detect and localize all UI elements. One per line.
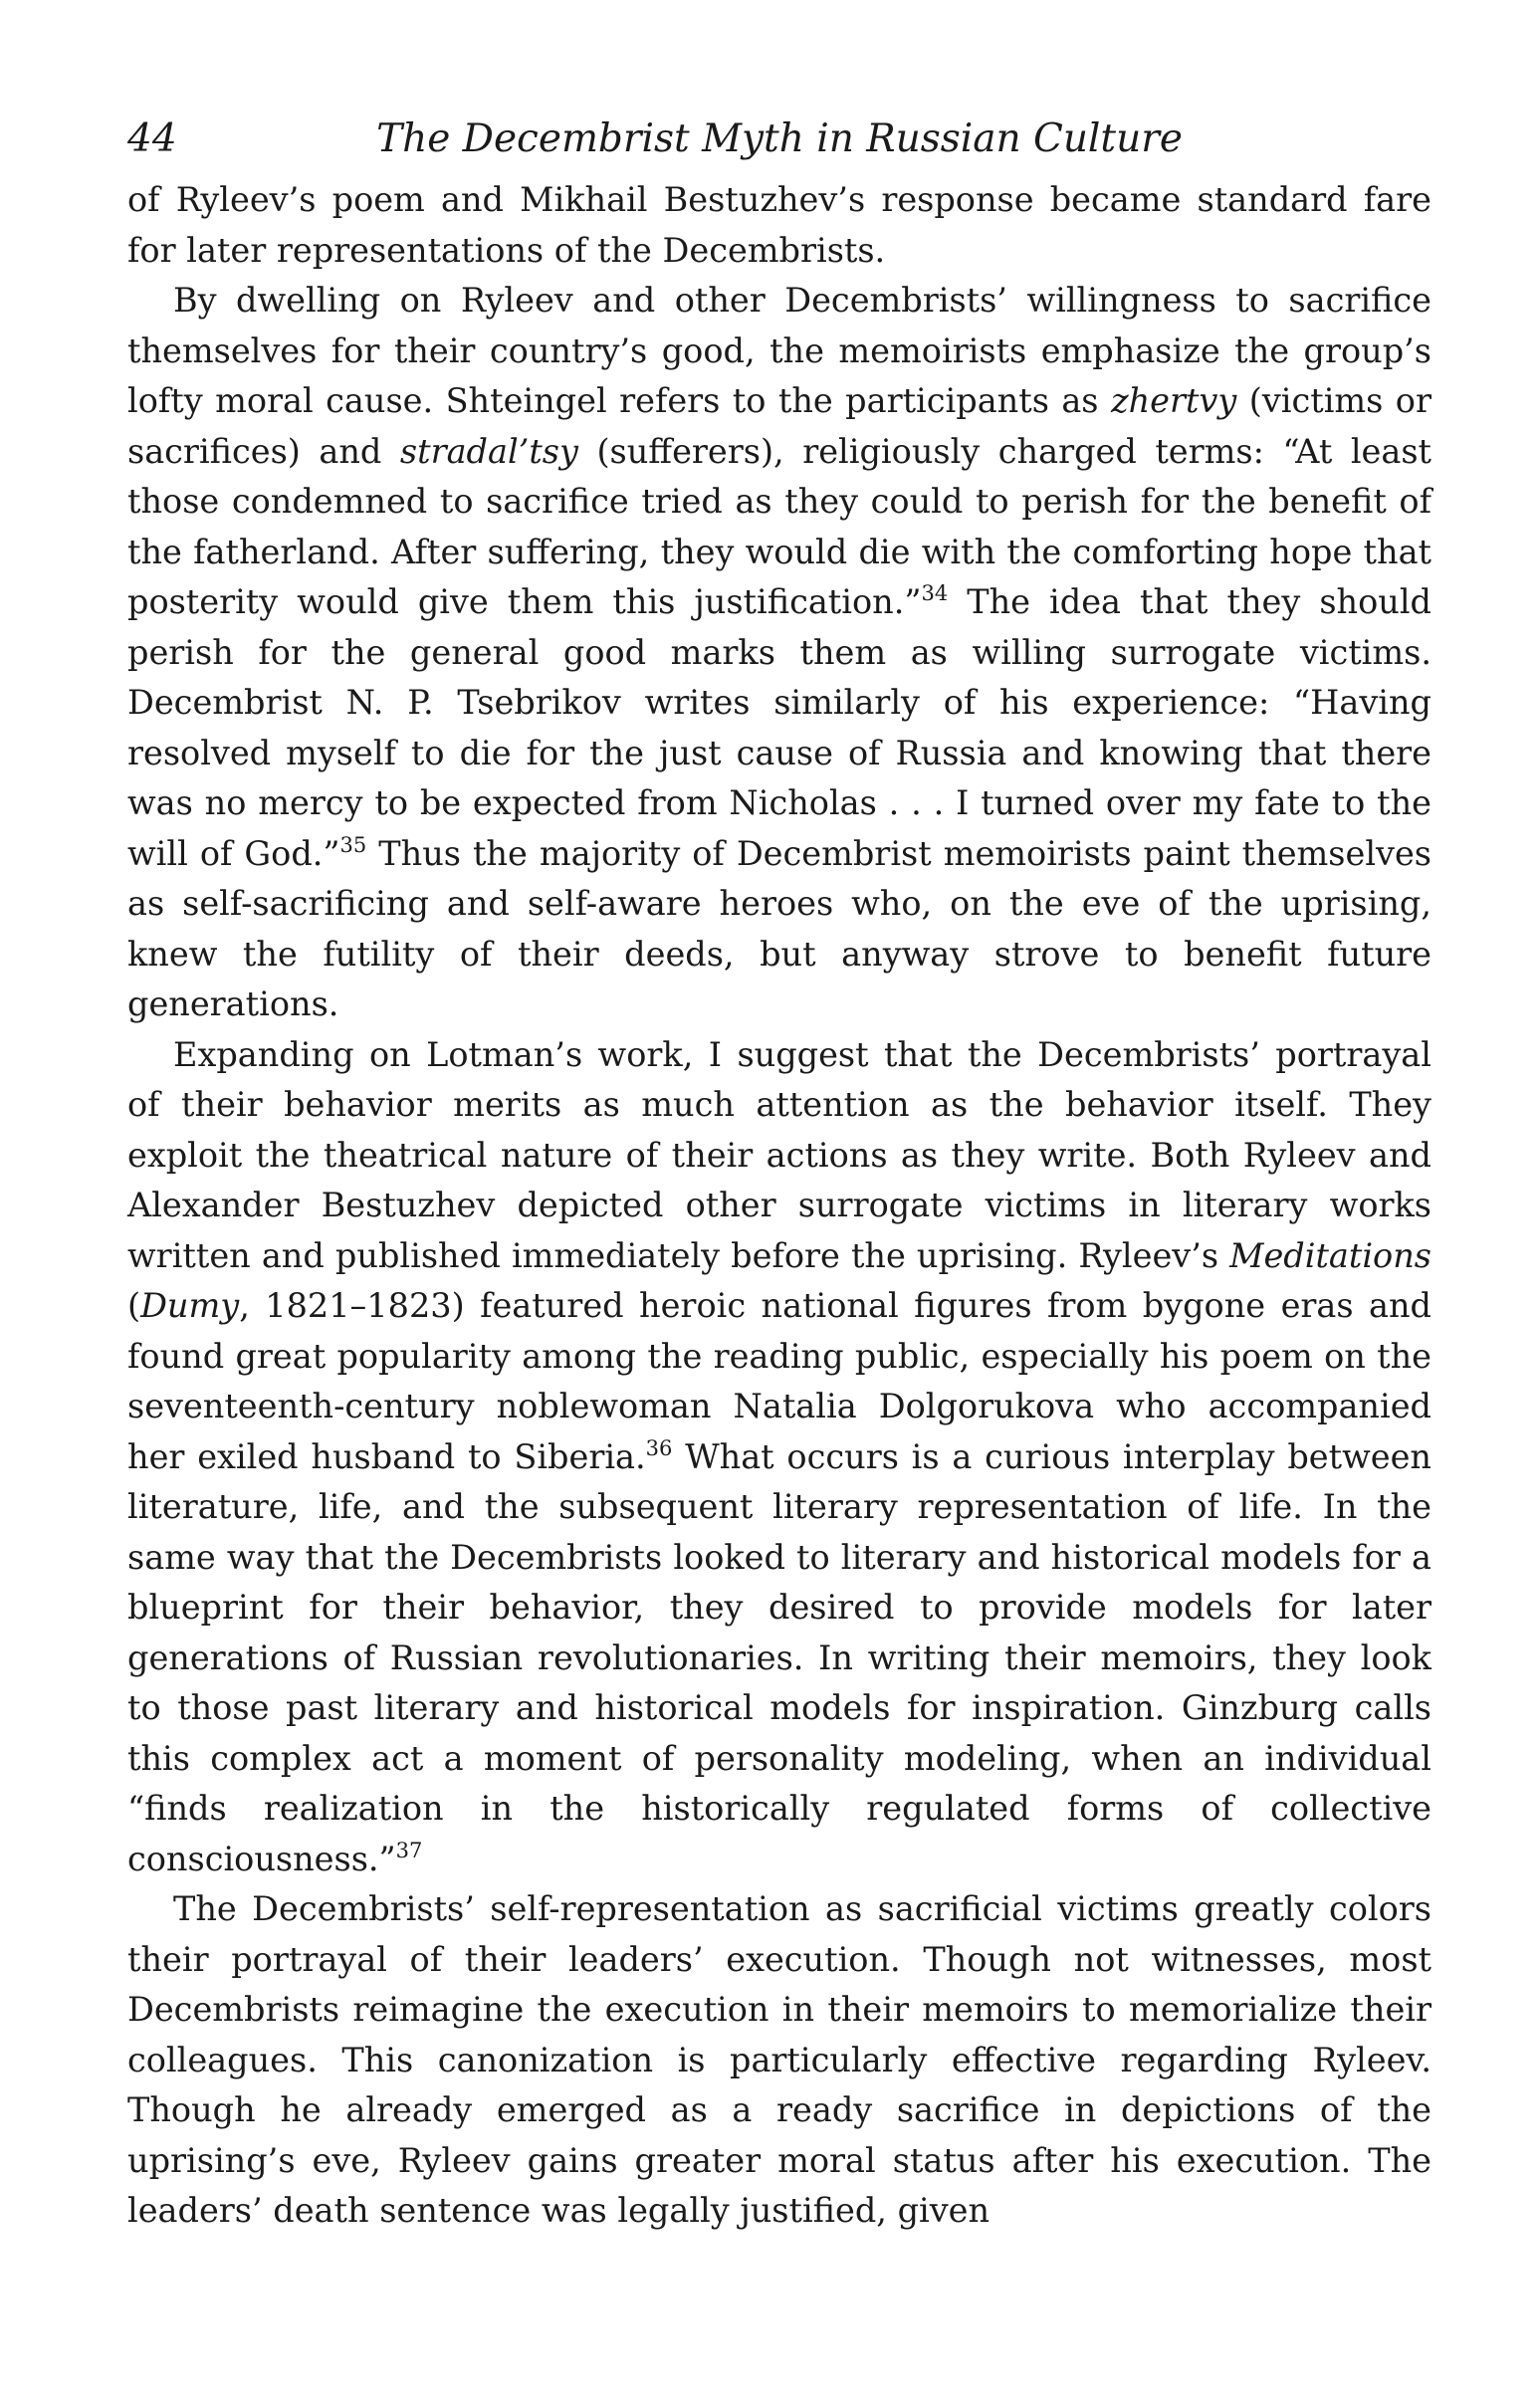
book-page xyxy=(127,111,1431,2237)
paragraph-lotman: Expanding on Lotman’s work, I suggest that the Decembrists’ portrayal of their behavior merits as much attention as the behavior itself. They exploit the theatrical nature of their actions as they write. Both Ryleev and Alexander Bestuzhev depicted other surrogate victims in literary works written and published immediately before the uprising. Ryleev’s Meditations (Dumy, 1821–1823) featured heroic national figures from bygone eras and found great popularity among the reading public, especially his poem on the seventeenth-century noblewoman Natalia Dolgorukova who accompanied her exiled husband to Siberia.$^{36}$ What occurs is a curious interplay between literature, life, and the subsequent literary representation of life. In the same way that the Decembrists looked to literary and historical models for a blueprint for their behavior, they desired to provide models for later generations of Russian revolutionaries. In writing their memoirs, they look to those past literary and historical models for inspiration. Ginzburg calls this complex act a moment of personality modeling, when an individual “finds realization in the historically regulated forms of collective consciousness.”$^{37}$ xyxy=(127,1034,1431,1878)
footnote-ref: 35 xyxy=(339,832,367,857)
running-head xyxy=(127,111,1431,167)
paragraph-self-representation: The Decembrists’ self-representation as sacrificial victims greatly colors their portrayal of their leaders’ execution. Though not witnesses, most Decembrists reimagine the execution in their memoirs to memorialize their colleagues. This canonization is particularly effective regarding Ryleev. Though he already emerged as a ready sacrifice in depictions of the uprising’s eve, Ryleev gains greater moral status after his execution. The leaders’ death sentence was legally justified, given xyxy=(127,1889,1431,2230)
footnote-ref: 36 xyxy=(645,1435,673,1460)
body-text xyxy=(127,175,1431,2237)
footnote-ref: 37 xyxy=(395,1838,423,1862)
footnote-ref: 34 xyxy=(921,581,949,605)
page-number: 44 xyxy=(127,116,177,161)
paragraph-memoirists-sacrifice: By dwelling on Ryleev and other Decembrists’ willingness to sacrifice themselves for their country’s good, the memoirists emphasize the group’s lofty moral cause. Shteingel refers to the participants as zhertvy (victims or sacrifices) and stradal’tsy (sufferers), religiously charged terms: “At least those condemned to sacrifice tried as they could to perish for the benefit of the fatherland. After suffering, they would die with the comforting hope that posterity would give them this justification.”$^{34}$ The idea that they should perish for the general good marks them as willing surrogate victims. Decembrist N. P. Tsebrikov writes similarly of his experience: “Having resolved myself to die for the just cause of Russia and knowing that there was no mercy to be expected from Nicholas . . . I turned over my fate to the will of God.”$^{35}$ Thus the majority of Decembrist memoirists paint themselves as self-sacrificing and self-aware heroes who, on the eve of the uprising, knew the futility of their deeds, but anyway strove to benefit future generations. xyxy=(127,281,1431,1023)
running-title: The Decembrist Myth in Russian Culture xyxy=(376,116,1183,161)
paragraph-continued: of Ryleev’s poem and Mikhail Bestuzhev’s response became standard fare for later representations of the Decembrists. xyxy=(127,180,1431,270)
